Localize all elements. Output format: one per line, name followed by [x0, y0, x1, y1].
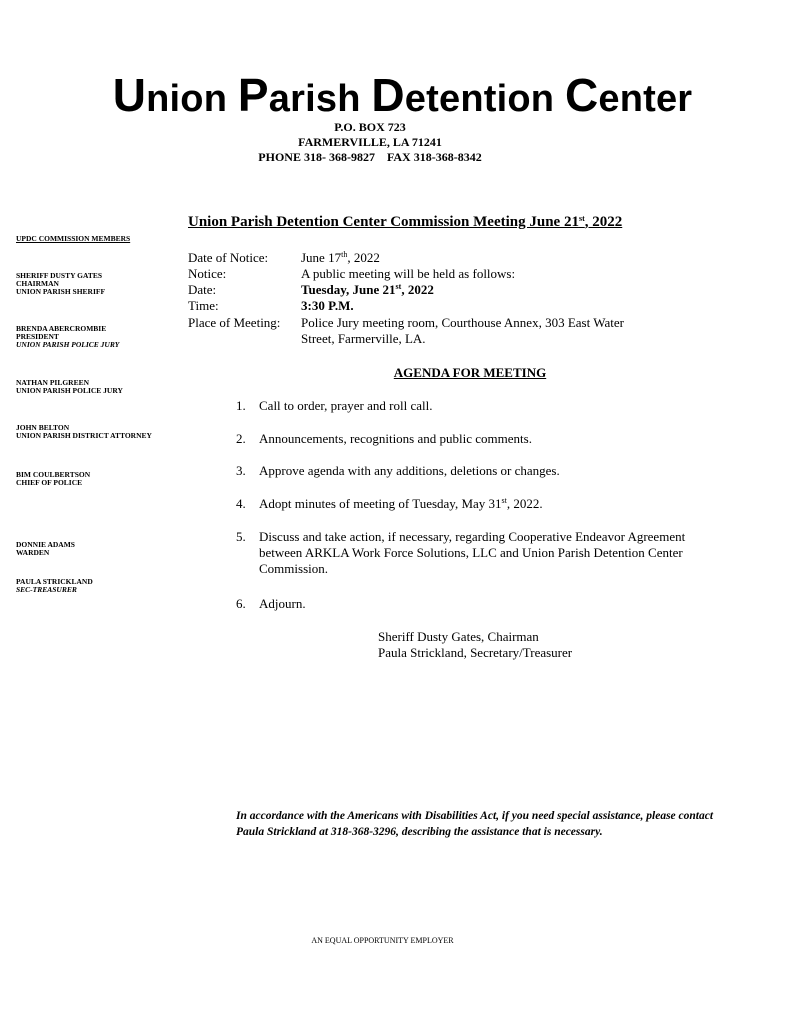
member-entry	[16, 272, 105, 296]
member-entry	[16, 325, 119, 349]
signature-secretary: Paula Strickland, Secretary/Treasurer	[378, 645, 573, 660]
notice-value: A public meeting will be held as follows:	[301, 266, 516, 281]
address-line-1: P.O. BOX 723	[334, 120, 406, 134]
date-label: Date:	[188, 282, 217, 297]
agenda-item-number: 6.	[236, 596, 246, 611]
agenda-header: AGENDA FOR MEETING	[393, 365, 547, 380]
place-label: Place of Meeting:	[188, 315, 281, 330]
place-line-1: Police Jury meeting room, Courthouse Annex, 303 East Water	[301, 315, 624, 330]
member-name: SHERIFF DUSTY GATES	[16, 271, 102, 280]
member-entry	[16, 379, 123, 395]
agenda-item-number: 5.	[236, 529, 246, 544]
agenda-item-text: Call to order, prayer and roll call.	[259, 398, 433, 413]
agenda-item-text: Discuss and take action, if necessary, regarding Cooperative Endeavor Agreement between ARKLA Work Force Solutions, LLC and Union Parish Detention Center Commission.	[259, 529, 686, 576]
member-role: UNION PARISH SHERIFF	[16, 287, 106, 296]
title-word: Parish	[237, 69, 361, 121]
agenda-item-number: 2.	[236, 431, 246, 446]
date-of-notice-label: Date of Notice:	[188, 250, 269, 265]
title-word: Center	[564, 69, 693, 121]
notice-label: Notice:	[188, 266, 227, 281]
member-role: PRESIDENT	[16, 332, 59, 341]
member-name: PAULA STRICKLAND	[16, 577, 93, 586]
title-word: Union	[112, 69, 228, 121]
agenda-item-text: Approve agenda with any additions, deletions or changes.	[259, 463, 560, 478]
member-entry	[16, 424, 152, 440]
meeting-title: Union Parish Detention Center Commission Meeting June 21st, 2022	[188, 214, 623, 230]
member-name: DONNIE ADAMS	[16, 540, 75, 549]
member-entry	[16, 471, 90, 487]
signature-chairman: Sheriff Dusty Gates, Chairman	[378, 629, 539, 644]
agenda-item-text: Announcements, recognitions and public comments.	[259, 431, 532, 446]
member-role: UNION PARISH DISTRICT ATTORNEY	[16, 431, 152, 440]
member-role: UNION PARISH POLICE JURY	[16, 386, 123, 395]
agenda-item-number: 3.	[236, 463, 246, 478]
member-name: NATHAN PILGREEN	[16, 378, 89, 387]
member-role: WARDEN	[16, 548, 50, 557]
time-value: 3:30 P.M.	[301, 298, 354, 313]
member-role: CHIEF OF POLICE	[16, 478, 83, 487]
organization-title	[0, 68, 805, 122]
agenda-item-text: Adopt minutes of meeting of Tuesday, May 31st, 2022.	[259, 496, 543, 511]
member-name: JOHN BELTON	[16, 423, 70, 432]
date-value: Tuesday, June 21st, 2022	[301, 282, 434, 297]
title-word: Detention	[371, 69, 555, 121]
member-name: BRENDA ABERCROMBIE	[16, 324, 107, 333]
agenda-item-number: 4.	[236, 496, 246, 511]
footer-equal-opportunity: AN EQUAL OPPORTUNITY EMPLOYER	[311, 936, 454, 945]
ada-notice: In accordance with the Americans with Disabilities Act, if you need special assistance, please contact Paula Strickland at 318-368-3296, describing the assistance that is necessary.	[236, 810, 714, 838]
members-header: UPDC COMMISSION MEMBERS	[16, 234, 131, 243]
date-of-notice-value: June 17th, 2022	[301, 250, 380, 265]
member-role: SEC-TREASURER	[16, 585, 77, 594]
phone-fax: PHONE 318- 368-9827 FAX 318-368-8342	[258, 150, 482, 164]
time-label: Time:	[188, 298, 219, 313]
agenda-item-number: 1.	[236, 398, 246, 413]
member-role: UNION PARISH POLICE JURY	[16, 340, 120, 349]
member-entry	[16, 578, 93, 594]
member-role: CHAIRMAN	[16, 279, 59, 288]
address-line-2: FARMERVILLE, LA 71241	[298, 135, 442, 149]
place-line-2: Street, Farmerville, LA.	[301, 331, 426, 346]
agenda-item-text: Adjourn.	[259, 596, 306, 611]
member-entry	[16, 541, 75, 557]
member-name: BIM COULBERTSON	[16, 470, 91, 479]
